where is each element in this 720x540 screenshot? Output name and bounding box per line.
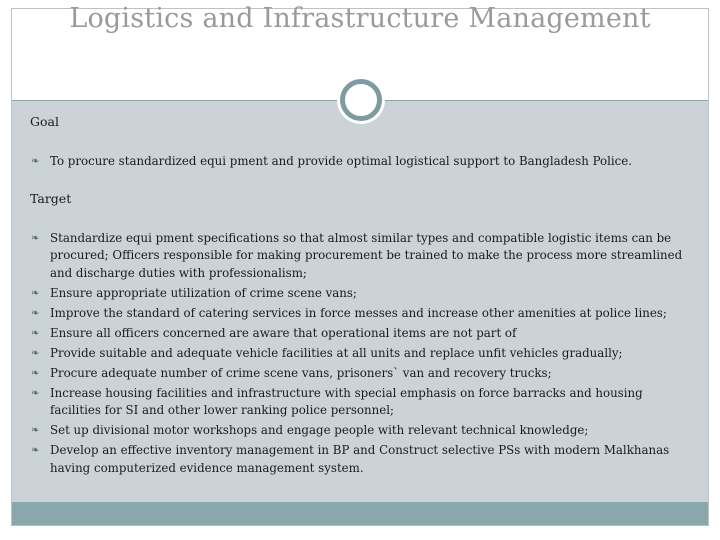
slide-title: Logistics and Infrastructure Management	[69, 3, 651, 34]
swirl-bullet-icon: ❧	[31, 327, 40, 339]
swirl-bullet-icon: ❧	[31, 387, 40, 399]
goal-list	[30, 153, 695, 171]
swirl-bullet-icon: ❧	[31, 445, 40, 457]
swirl-bullet-icon: ❧	[31, 232, 40, 244]
list-item	[30, 365, 695, 383]
swirl-bullet-icon: ❧	[31, 347, 40, 359]
list-item-text: Ensure all officers concerned are aware that operational items are not part of	[50, 325, 517, 340]
list-item-text: Set up divisional motor workshops and engage people with relevant technical knowledge;	[50, 423, 589, 438]
list-item-text: Procure adequate number of crime scene vans, prisoners` van and recovery trucks;	[50, 365, 552, 380]
swirl-bullet-icon: ❧	[31, 307, 40, 319]
goal-heading: Goal	[30, 114, 59, 129]
target-heading: Target	[30, 191, 72, 207]
swirl-bullet-icon: ❧	[31, 425, 40, 437]
swirl-bullet-icon: ❧	[31, 155, 40, 167]
list-item	[30, 325, 695, 343]
footer-bar	[12, 502, 708, 525]
swirl-bullet-icon: ❧	[31, 287, 40, 299]
list-item	[30, 422, 695, 440]
list-item-text: Standardize equi pment specifications so that almost similar types and compatible logistic items can be procured; Officers responsible for making procurement be trained to make the process more streamlined and discharge duties with professionalism;	[50, 230, 683, 280]
list-item	[30, 385, 695, 420]
list-item	[30, 305, 695, 323]
list-item-text: Increase housing facilities and infrastructure with special emphasis on force barracks and housing facilities for SI and other lower ranking police personnel;	[50, 385, 643, 418]
list-item	[30, 230, 695, 283]
list-item-text: Improve the standard of catering services in force messes and increase other amenities at police lines;	[50, 305, 667, 320]
list-item	[30, 345, 695, 363]
list-item	[30, 285, 695, 303]
list-item-text: Develop an effective inventory management in BP and Construct selective PSs with modern Malkhanas having computerized evidence management system.	[50, 443, 670, 476]
target-list	[30, 230, 695, 478]
list-item	[30, 153, 695, 171]
swirl-bullet-icon: ❧	[31, 367, 40, 379]
list-item	[30, 442, 695, 477]
slide-body	[30, 113, 695, 480]
list-item-text: Ensure appropriate utilization of crime scene vans;	[50, 285, 357, 300]
list-item-text: To procure standardized equi pment and provide optimal logistical support to Bangladesh Police.	[50, 153, 633, 168]
list-item-text: Provide suitable and adequate vehicle facilities at all units and replace unfit vehicles gradually;	[50, 345, 623, 360]
